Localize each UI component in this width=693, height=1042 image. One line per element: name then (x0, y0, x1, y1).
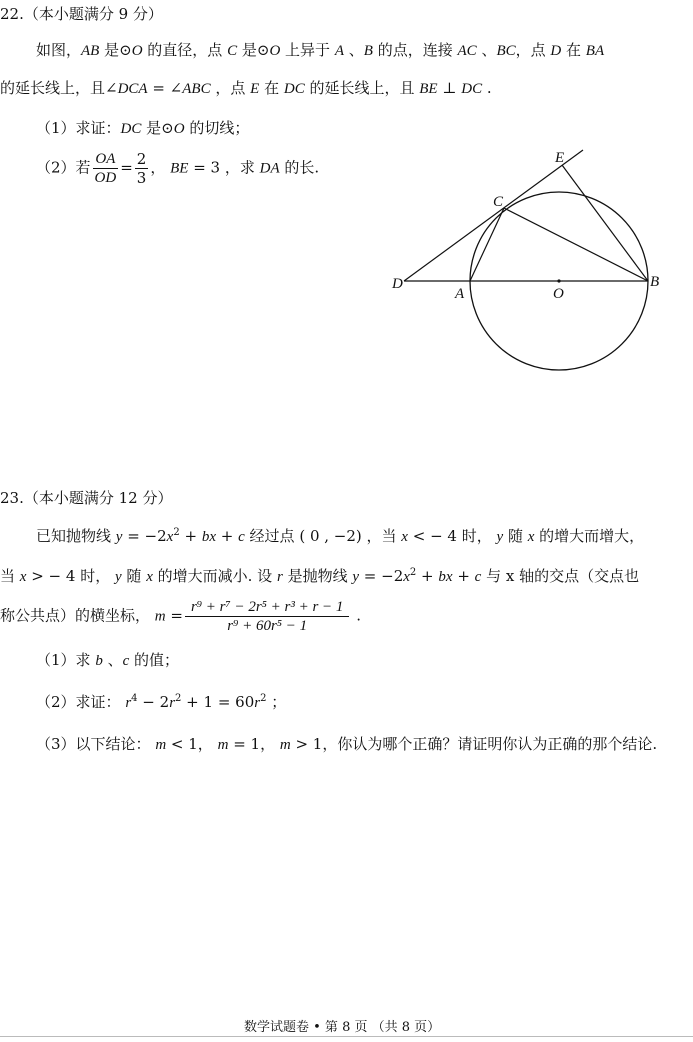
q22-intro-line2: 的延长线上，且∠DCA = ∠ABC ，点 E 在 DC 的延长线上，且 BE ⊥ DC . (0, 79, 492, 97)
label-o: O (553, 286, 564, 302)
label-b: B (650, 274, 660, 290)
q23-part3: （3）以下结论： m < 1， m = 1， m > 1，你认为哪个正确？请证明你认为正确的那个结论. (36, 735, 658, 753)
fraction-m-expression: $\frac{\text{r⁹ + r⁷ − 2r⁵ + r³ + r − 1}}{\text{r⁹ + 60r⁵ − 1}}$ (185, 598, 349, 635)
label-a: A (455, 286, 465, 302)
q23-line2: 当 x > − 4 时， y 随 x 的增大而减小. 设 r 是抛物线 $y = -2x^2$ + bx + c 与 x 轴的交点（交点也 (0, 567, 640, 585)
segment-ac (470, 208, 504, 281)
segment-bc (504, 208, 648, 281)
fraction-two-thirds: $\frac{2}{3}$ (136, 150, 147, 187)
q23-line3: 称公共点）的横坐标， m = $\frac{\text{r⁹ + r⁷ − 2r⁵ + r³ + r − 1}}{\text{r⁹ + 60r⁵ − 1}}$ . (0, 599, 361, 634)
label-c: C (493, 194, 504, 210)
segment-be (562, 165, 648, 281)
q23-header: 23.（本小题满分 12 分） (0, 489, 173, 507)
q22-intro-line1: 如图，AB 是⊙O 的直径，点 C 是⊙O 上异于 A 、B 的点，连接 AC 、BC，点 D 在 BA (36, 41, 605, 59)
label-e: E (555, 150, 565, 166)
bottom-rule (0, 1036, 693, 1037)
page-footer: 数学试题卷 • 第 8 页 （共 8 页） (244, 1020, 441, 1035)
q22-part1: （1）求证：DC 是⊙O 的切线； (36, 119, 250, 137)
q23-part1: （1）求 b 、c 的值； (36, 651, 180, 669)
fraction-oa-od: $\frac{OA}{OD}$ (94, 151, 117, 186)
label-d: D (392, 276, 403, 292)
center-point-o (557, 279, 560, 282)
q23-part2: （2）求证： $r^4 - 2r^2 + 1 = 60r^2$ ； (36, 693, 287, 711)
geometry-figure (380, 140, 680, 380)
q23-line1: 已知抛物线 $y = -2x^2$ + bx + c 经过点 ( 0 , −2) ，当 x < − 4 时， y 随 x 的增大而增大， (36, 527, 645, 545)
q22-header: 22.（本小题满分 9 分） (0, 5, 163, 23)
q22-part2: （2）若 $\frac{OA}{OD}$ = $\frac{2}{3}$ ， BE = 3 ，求 DA 的长. (36, 150, 320, 187)
line-de (404, 150, 583, 281)
